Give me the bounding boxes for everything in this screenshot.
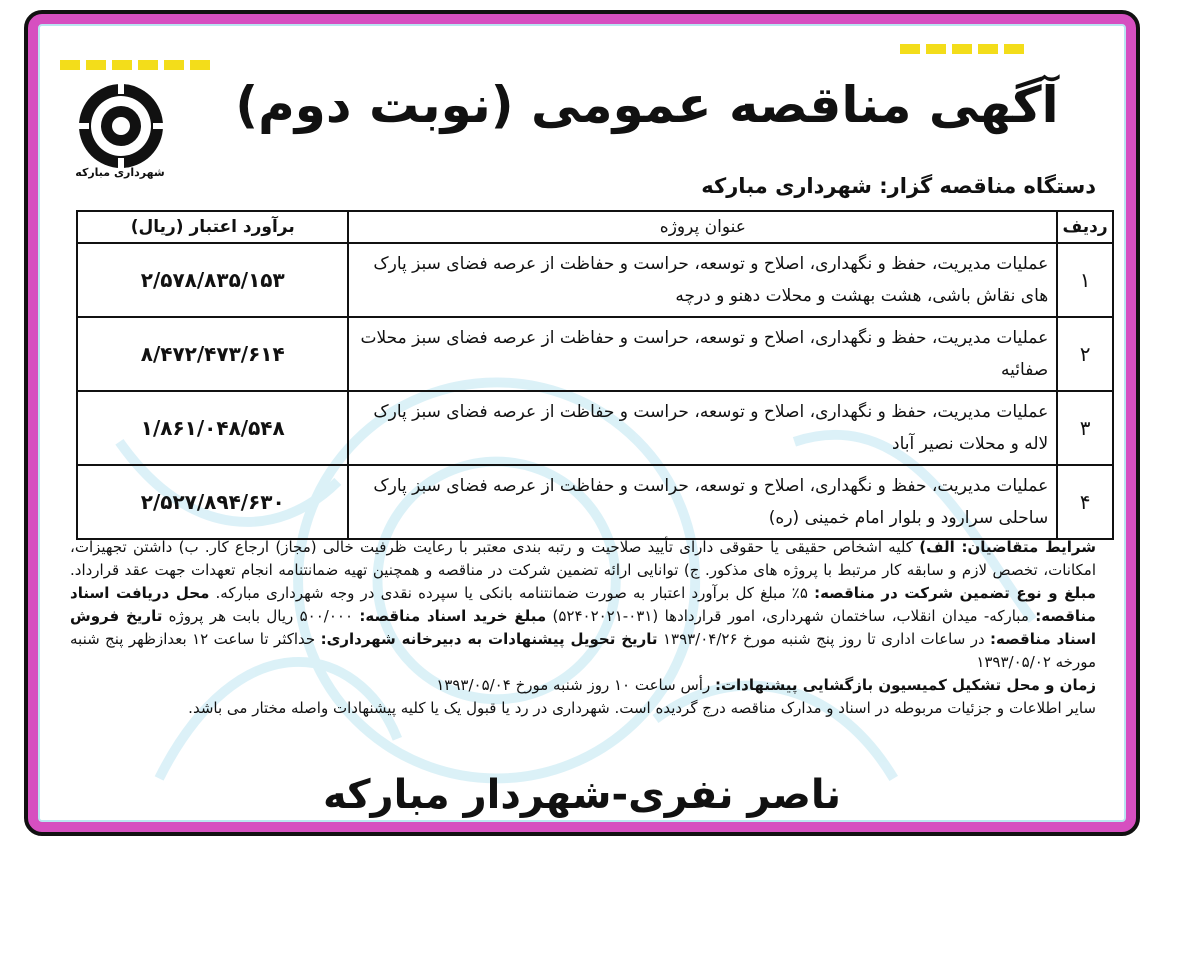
documents-price-text: ۵۰۰/۰۰۰ ریال بابت هر پروژه — [162, 607, 360, 625]
col-header-title: عنوان پروژه — [348, 211, 1057, 243]
documents-sale-date-text: در ساعات اداری تا روز پنج شنبه مورخ ۱۳۹۳/۰۴/۲۶ — [657, 630, 991, 648]
table-row — [77, 465, 1113, 539]
table-row — [77, 391, 1113, 465]
decor-dashes-left — [60, 60, 210, 70]
projects-table — [76, 210, 1114, 540]
conditions-block — [70, 536, 1096, 720]
poster-frame — [24, 10, 1140, 836]
project-amount: ۸/۴۷۲/۴۷۳/۶۱۴ — [77, 317, 348, 391]
documents-sale-date-label: تاریخ فروش اسناد مناقصه: — [70, 607, 1096, 648]
project-amount: ۲/۵۲۷/۸۹۴/۶۳۰ — [77, 465, 348, 539]
table-row — [77, 243, 1113, 317]
agency-name: شهرداری مبارکه — [701, 174, 872, 198]
guarantee-text: ۵٪ مبلغ کل برآورد اعتبار به صورت ضمانتنامه بانکی یا سپرده نقدی در وجه شهرداری مبارکه. — [209, 584, 815, 602]
page-title: آگهی مناقصه عمومی (نوبت دوم) — [235, 76, 1059, 134]
guarantee-label: مبلغ و نوع تضمین شرکت در مناقصه: — [814, 584, 1096, 602]
opening-label: زمان و محل تشکیل کمیسیون بازگشایی پیشنهادات: — [714, 676, 1096, 694]
other-info-paragraph: سایر اطلاعات و جزئیات مربوطه در اسناد و مدارک مناقصه درج گردیده است. شهرداری در رد یا قبول یک یا کلیه پیشنهادات واصله مختار می باشد. — [188, 699, 1096, 717]
documents-location-label: محل دریافت اسناد مناقصه: — [70, 584, 1096, 625]
poster-inner — [38, 24, 1126, 822]
table-header-row — [77, 211, 1113, 243]
documents-price-label: مبلغ خرید اسناد مناقصه: — [359, 607, 547, 625]
submission-date-label: تاریخ تحویل پیشنهادات به دبیرخانه شهرداری: — [320, 630, 658, 648]
col-header-amount: برآورد اعتبار (ریال) — [77, 211, 348, 243]
row-number: ۱ — [1057, 243, 1113, 317]
project-title: عملیات مدیریت، حفظ و نگهداری، اصلاح و توسعه، حراست و حفاظت از عرصه فضای سبز پارک های نقاش باشی، هشت بهشت و محلات دهنو و درچه — [348, 243, 1057, 317]
project-title: عملیات مدیریت، حفظ و نگهداری، اصلاح و توسعه، حراست و حفاظت از عرصه فضای سبز پارک ساحلی سرارود و بلوار امام خمینی (ره) — [348, 465, 1057, 539]
opening-paragraph — [70, 674, 1096, 697]
row-number: ۲ — [1057, 317, 1113, 391]
project-amount: ۱/۸۶۱/۰۴۸/۵۴۸ — [77, 391, 348, 465]
applicant-conditions-label: شرایط متقاضیان: الف) — [919, 538, 1096, 556]
project-title: عملیات مدیریت، حفظ و نگهداری، اصلاح و توسعه، حراست و حفاظت از عرصه فضای سبز محلات صفائیه — [348, 317, 1057, 391]
agency-line — [701, 174, 1096, 198]
row-number: ۳ — [1057, 391, 1113, 465]
project-amount: ۲/۵۷۸/۸۳۵/۱۵۳ — [77, 243, 348, 317]
decor-dashes-right — [900, 44, 1024, 54]
table-row — [77, 317, 1113, 391]
conditions-paragraph — [70, 536, 1096, 674]
row-number: ۴ — [1057, 465, 1113, 539]
agency-label: دستگاه مناقصه گزار: — [879, 174, 1096, 198]
col-header-row-number: ردیف — [1057, 211, 1113, 243]
submission-date-text: حداکثر تا ساعت ۱۲ بعدازظهر پنج شنبه مورخه ۱۳۹۳/۰۵/۰۲ — [70, 630, 1096, 671]
logo-caption: شهرداری مبارکه — [75, 166, 165, 179]
signature: ناصر نفری-شهردار مبارکه — [323, 772, 841, 818]
documents-location-text: مبارکه- میدان انقلاب، ساختمان شهرداری، امور قراردادها (۰۳۱-۵۲۴۰۲۰۲۱) — [546, 607, 1036, 625]
opening-text: رأس ساعت ۱۰ روز شنبه مورخ ۱۳۹۳/۰۵/۰۴ — [436, 676, 715, 694]
applicant-conditions-text: کلیه اشخاص حقیقی یا حقوقی دارای تأیید صلاحیت و رتبه بندی معتبر با رعایت ظرفیت خالی (مجاز) ارجاع کار. ب) داشتن تجهیزات، امکانات، تخصص لازم و سابقه کار مرتبط با پروژه های مذکور. ج) توانایی ارائه تضمین شرکت در مناقصه و همچنین تهیه ضمانتنامه انجام تعهدات جهت عقد قرارداد. — [70, 538, 1096, 579]
project-title: عملیات مدیریت، حفظ و نگهداری، اصلاح و توسعه، حراست و حفاظت از عرصه فضای سبز پارک لاله و محلات نصیر آباد — [348, 391, 1057, 465]
